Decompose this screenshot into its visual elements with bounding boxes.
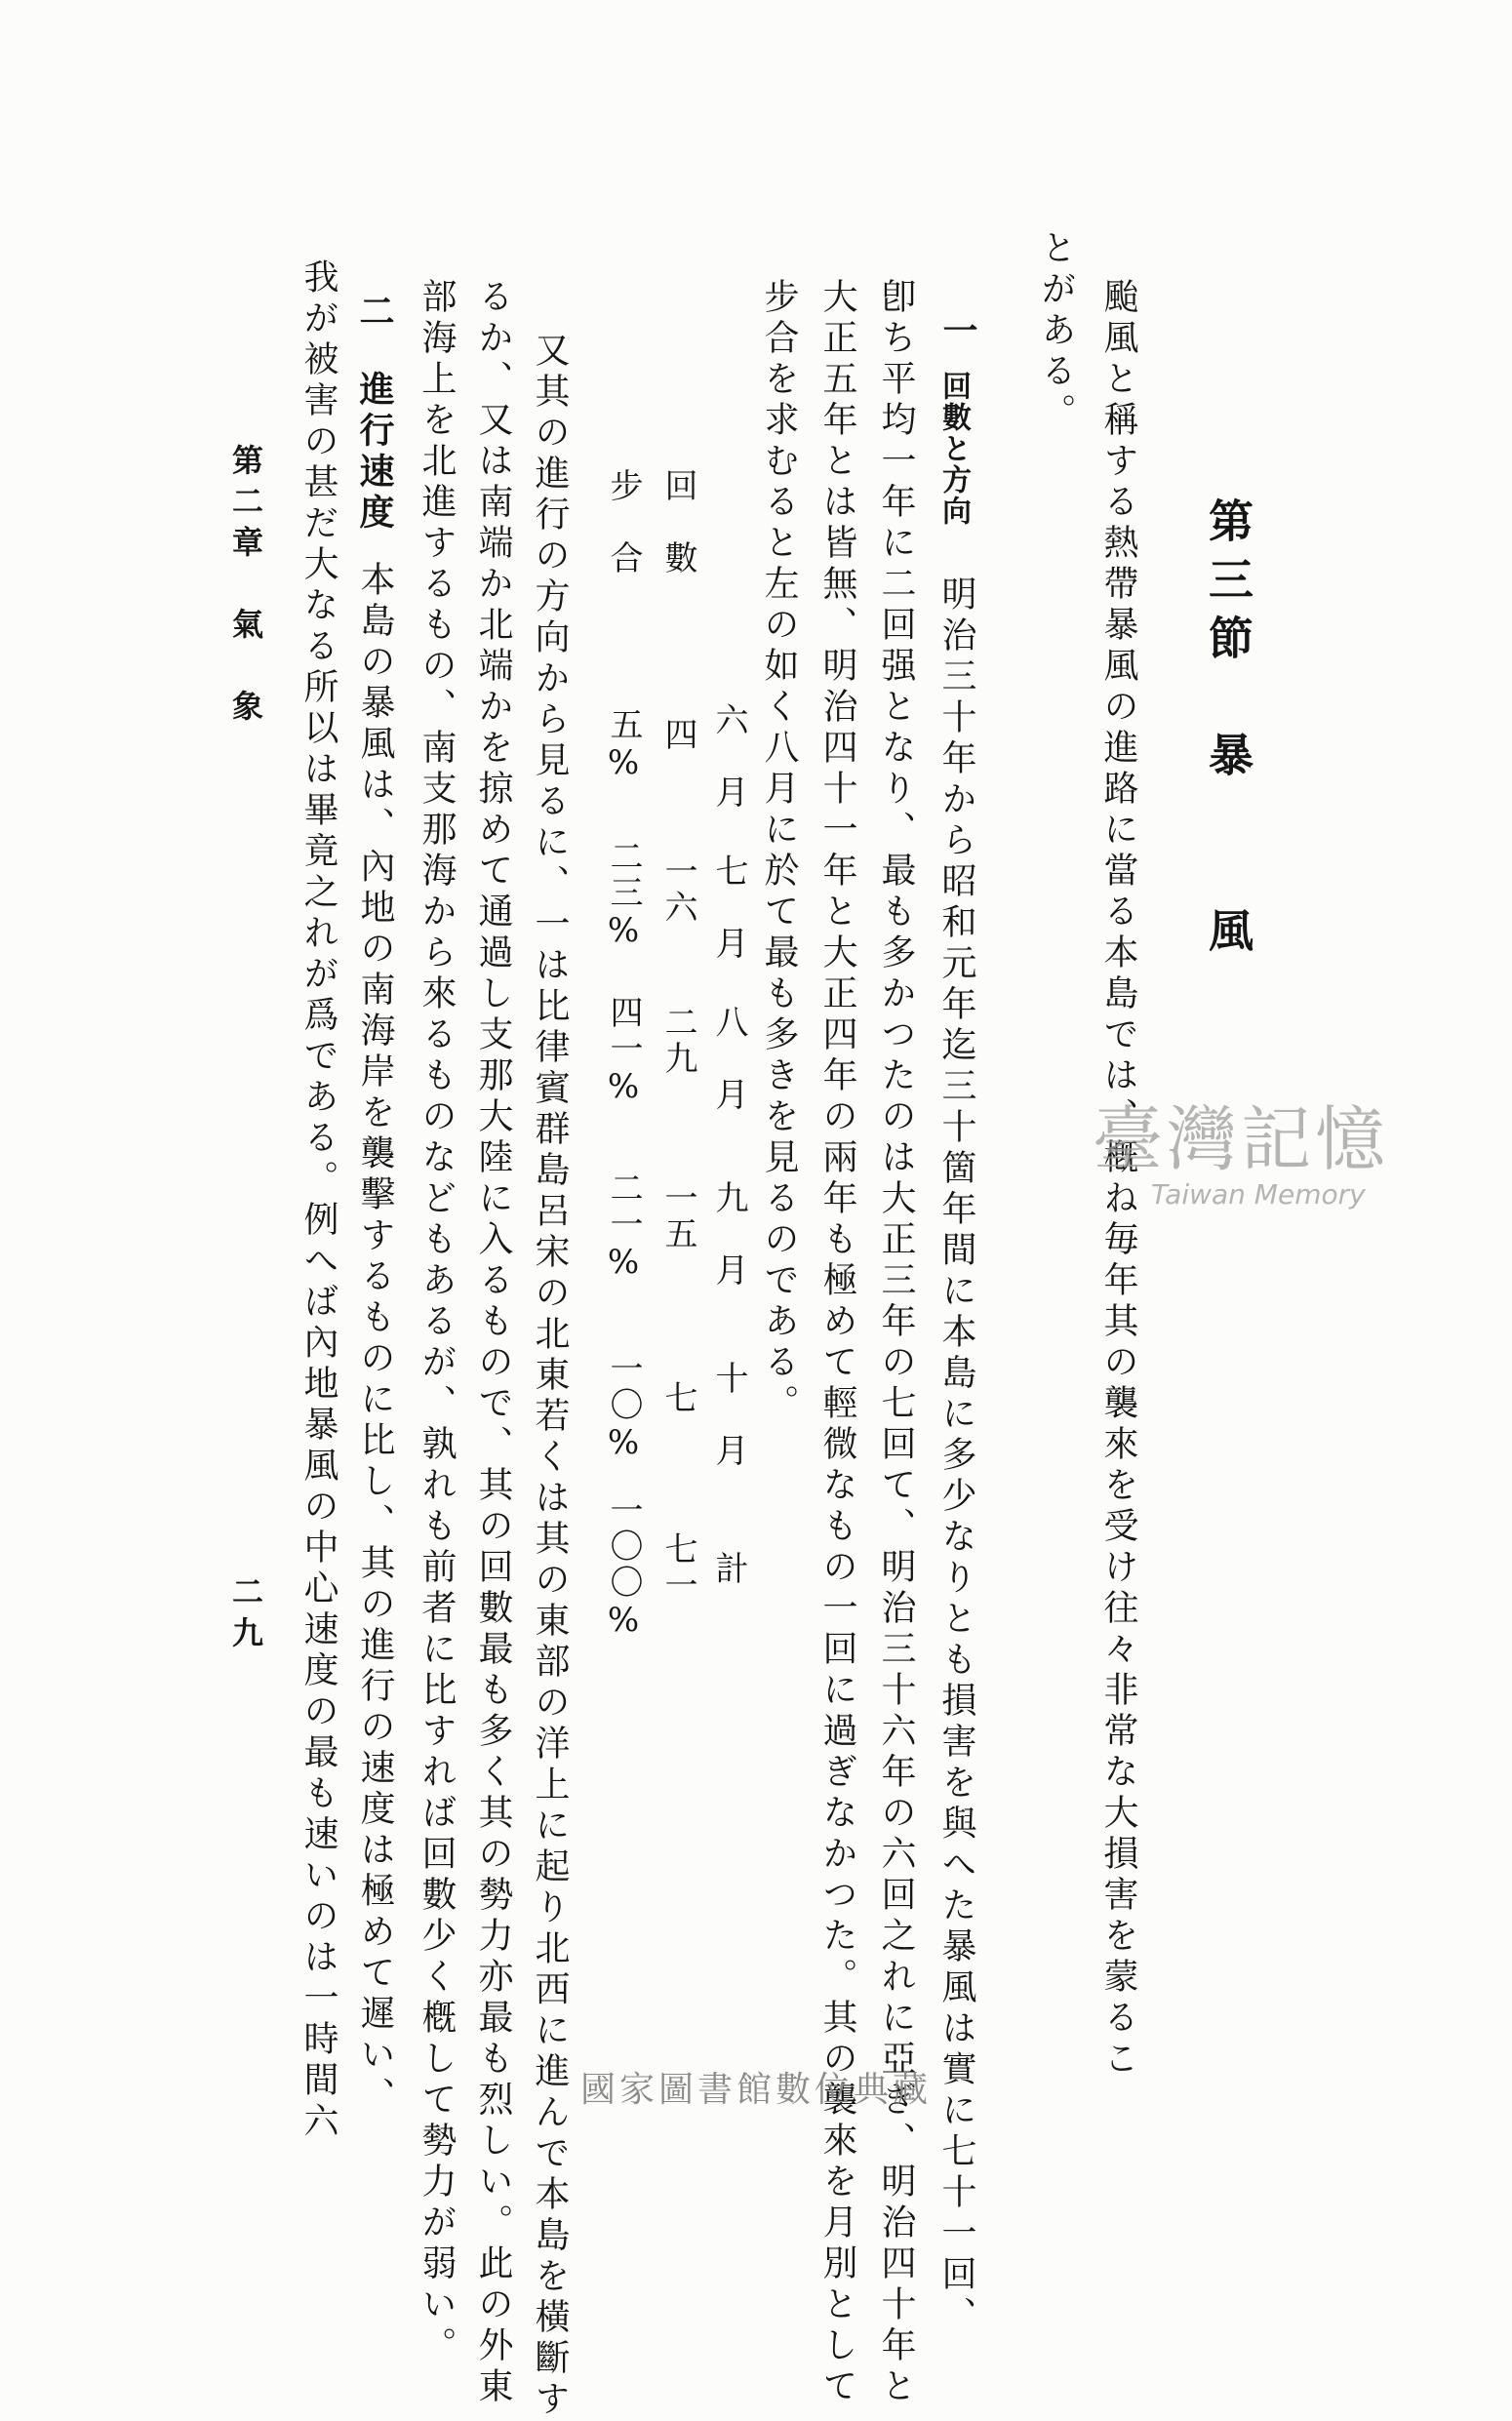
table-percent-jul: 二三% (604, 839, 643, 953)
table-month-oct: 十 月 (709, 1361, 748, 1469)
subsection2-number: 二 (354, 293, 395, 334)
table-percent-oct: 一〇% (604, 1351, 643, 1465)
section-title: 第三節 暴 風 (1202, 497, 1254, 966)
table-count-jul: 一六 (658, 853, 697, 926)
library-footer: 國家圖書館數位典藏 (579, 2070, 932, 2110)
table-month-aug: 八 月 (709, 1005, 748, 1113)
taiwan-memory-watermark (1093, 1083, 1405, 1229)
watermark-main-text: 臺灣記憶 (1093, 1098, 1390, 1180)
table-total-label: 計 (709, 1551, 748, 1587)
table-percent-sep: 二一% (604, 1171, 643, 1285)
table-percent-total: 一〇〇% (604, 1492, 643, 1643)
paragraph2-line-3: 部海上を北進するもの、南支那海から來るものなどもあるが、孰れも前者に比すれば回數少く槪して勢力が弱い。 (417, 278, 457, 2367)
subsection2-line-2: 我が被害の甚だ大なる所以は畢竟之れが爲である。例へば內地暴風の中心速度の最も速いのは一時間六 (298, 258, 338, 2143)
paragraph2-line-1: 又其の進行の方向から見るに、一は比律賓群島呂宋の北東若くは其の東部の洋上に起り北西に進んで本島を橫斷す (530, 332, 570, 2421)
table-count-jun: 四 (658, 717, 697, 753)
table-count-total: 七一 (658, 1531, 697, 1604)
table-count-sep: 一五 (658, 1180, 697, 1252)
table-row-label-count: 回 數 (658, 468, 697, 576)
subsection1-line-3: 大正五年とは皆無、明治四十一年と大正四年の兩年も極めて輕微なもの一回に過ぎなかつた。其の襲來を月別として (817, 278, 857, 2408)
subsection2-heading: 進行速度 (354, 371, 395, 535)
subsection1-line-4: 步合を求むると左の如く八月に於て最も多きを見るのである。 (759, 278, 799, 1425)
subsection1-line-2: 卽ち平均一年に二回强となり、最も多かつたのは大正三年の七回て、明治三十六年の六回之れに亞ぎ、明治四十年と (876, 278, 916, 2408)
watermark-sub-text: Taiwan Memory (1151, 1178, 1366, 1210)
page-number: 二九 (227, 1575, 264, 1657)
table-percent-jun: 五% (604, 707, 643, 785)
subsection2-line-1: 本島の暴風は、內地の南海岸を襲擊するものに比し、其の進行の速度は極めて遲い、 (355, 561, 395, 2118)
table-percent-aug: 四一% (604, 995, 643, 1109)
table-month-jul: 七 月 (709, 853, 748, 962)
subsection1-number: 一 (937, 312, 978, 353)
table-count-oct: 七 (658, 1380, 697, 1416)
intro-line-2: とがある。 (1036, 229, 1076, 434)
chapter-running-header: 第二章 氣 象 (227, 444, 264, 731)
table-month-sep: 九 月 (709, 1180, 748, 1289)
table-row-label-percent: 步 合 (604, 468, 643, 576)
subsection1-heading: 回數と方向 (936, 371, 971, 527)
paragraph2-line-2: るか、又は南端か北端かを掠めて通過し支那大陸に入るもので、其の回數最も多く其の勢力亦最も烈しい。此の外東 (473, 278, 513, 2408)
subsection1-line-1: 明治三十年から昭和元年迄三十箇年間に本島に多少なりとも損害を與へた暴風は實に七十一回、 (936, 575, 976, 2337)
table-count-aug: 二九 (658, 1005, 697, 1077)
intro-line-1: 颱風と稱する熱帶暴風の進路に當る本島では、槪ね毎年其の襲來を受け往々非常な大損害を蒙るこ (1098, 278, 1138, 2081)
table-month-jun: 六 月 (709, 702, 748, 811)
